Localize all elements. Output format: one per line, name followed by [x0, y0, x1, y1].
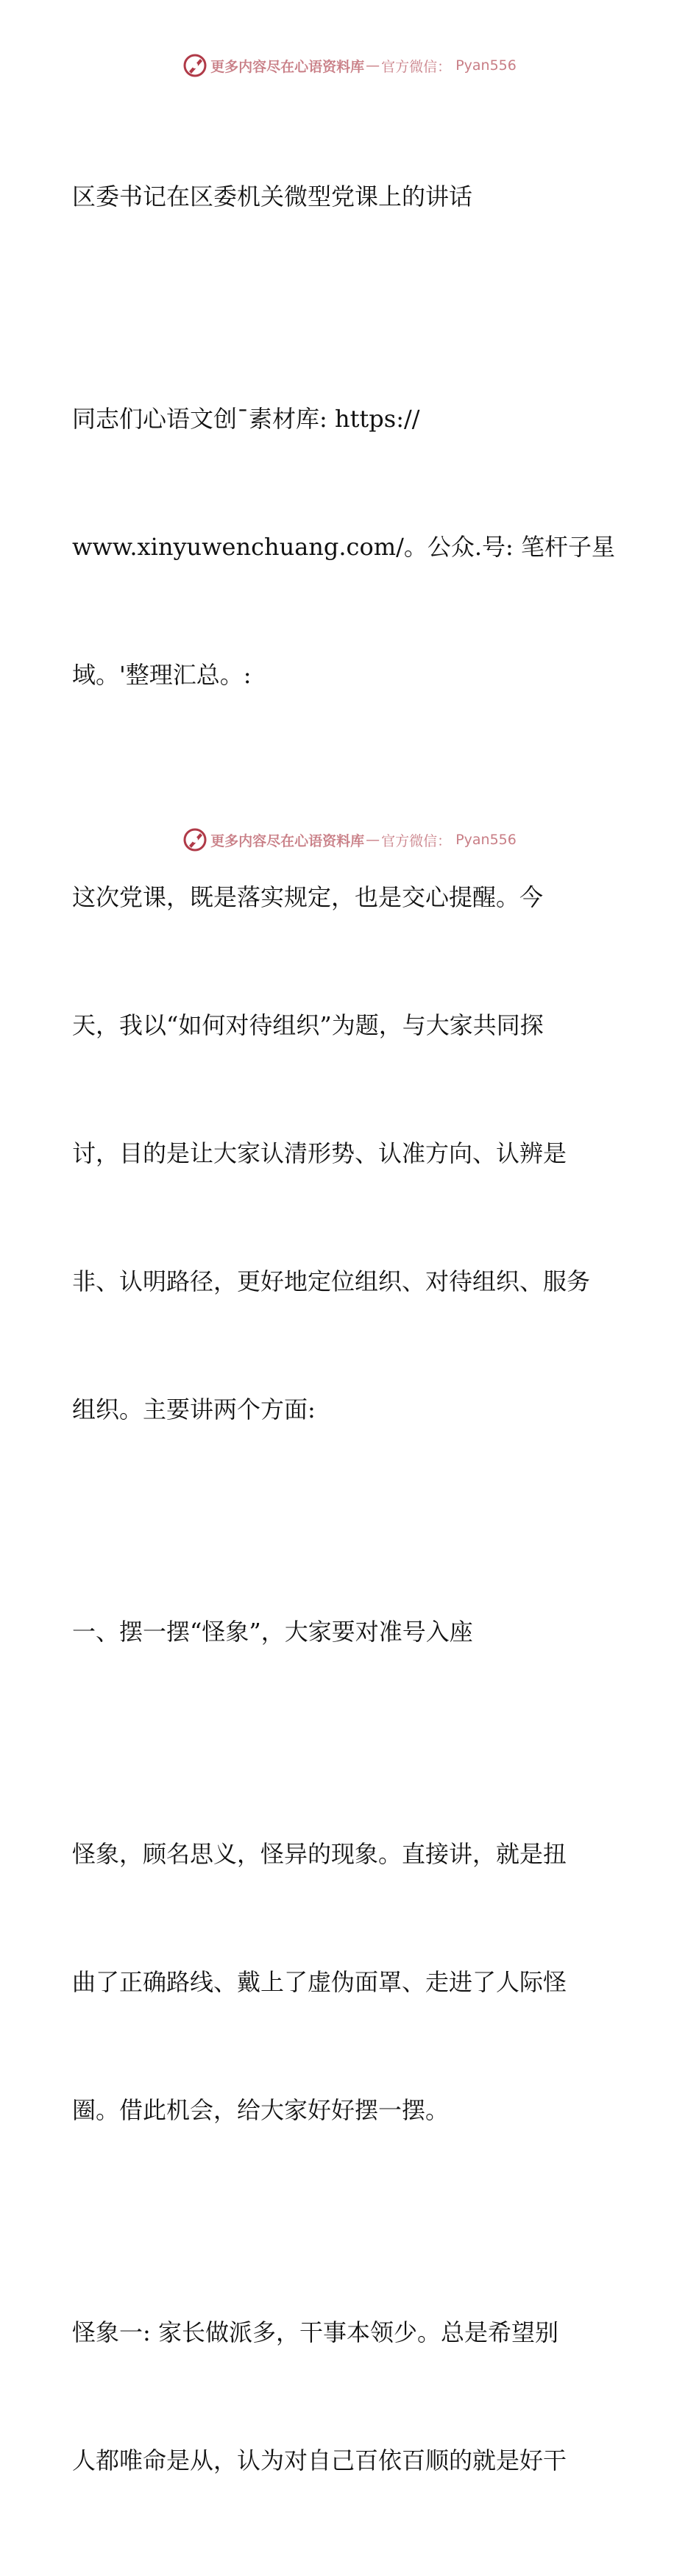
- banner-wechat-id: Pyan556: [455, 57, 517, 74]
- header-banner: [0, 53, 699, 78]
- intro-line-1: 同志们心语文创¯素材库: https://: [72, 405, 420, 433]
- p2-line-3: 圈。借此机会，给大家好好摆一摆。: [72, 2096, 450, 2124]
- p2-line-2: 曲了正确路线、戴上了虚伪面罩、走进了人际怪: [72, 1968, 567, 1996]
- document-body: [72, 90, 631, 2576]
- banner-sub-text: 官方微信：: [381, 832, 452, 849]
- banner-dash: —: [366, 832, 380, 848]
- p1-line-2: 天，我以“如何对待组织”为题，与大家共同探: [72, 1011, 544, 1039]
- paragraph-2: [72, 1747, 631, 2217]
- banner-dash: —: [366, 57, 380, 74]
- p1-line-1: 这次党课，既是落实规定，也是交心提醒。今: [72, 883, 544, 911]
- banner-main-text: 更多内容尽在心语资料库: [210, 58, 365, 75]
- p1-line-5: 组织。主要讲两个方面:: [72, 1395, 316, 1423]
- intro-line-3: 域。'整理汇总。:: [72, 661, 252, 689]
- banner-sub-text: 官方微信：: [381, 58, 452, 75]
- banner-wechat-id: Pyan556: [455, 832, 517, 848]
- p1-line-4: 非、认明路径，更好地定位组织、对待组织、服务: [72, 1267, 591, 1295]
- p1-line-3: 讨，目的是让大家认清形势、认准方向、认辨是: [72, 1139, 567, 1167]
- heading-line: 一、摆一摆“怪象”，大家要对准号入座: [72, 1618, 473, 1646]
- pen-logo-icon: [182, 53, 207, 78]
- intro-line-2: www.xinyuwenchuang.com/。公众.号: 笔杆子星: [72, 533, 615, 561]
- banner-main-text: 更多内容尽在心语资料库: [210, 832, 365, 849]
- paragraph-1: [72, 790, 631, 1516]
- paragraph-3: [72, 2226, 631, 2567]
- document-title: [72, 90, 631, 303]
- section-heading-1: [72, 1525, 631, 1738]
- p2-line-1: 怪象，顾名思义，怪异的现象。直接讲，就是扭: [72, 1840, 567, 1868]
- pen-logo-icon: [182, 827, 207, 852]
- p3-line-1: 怪象一: 家长做派多，干事本领少。总是希望别: [72, 2318, 558, 2346]
- title-line: 区委书记在区委机关微型党课上的讲话: [72, 183, 473, 210]
- intro-paragraph: [72, 312, 631, 782]
- footer-banner: [0, 827, 699, 852]
- p3-line-2: 人都唯命是从，认为对自己百依百顺的就是好干: [72, 2446, 567, 2474]
